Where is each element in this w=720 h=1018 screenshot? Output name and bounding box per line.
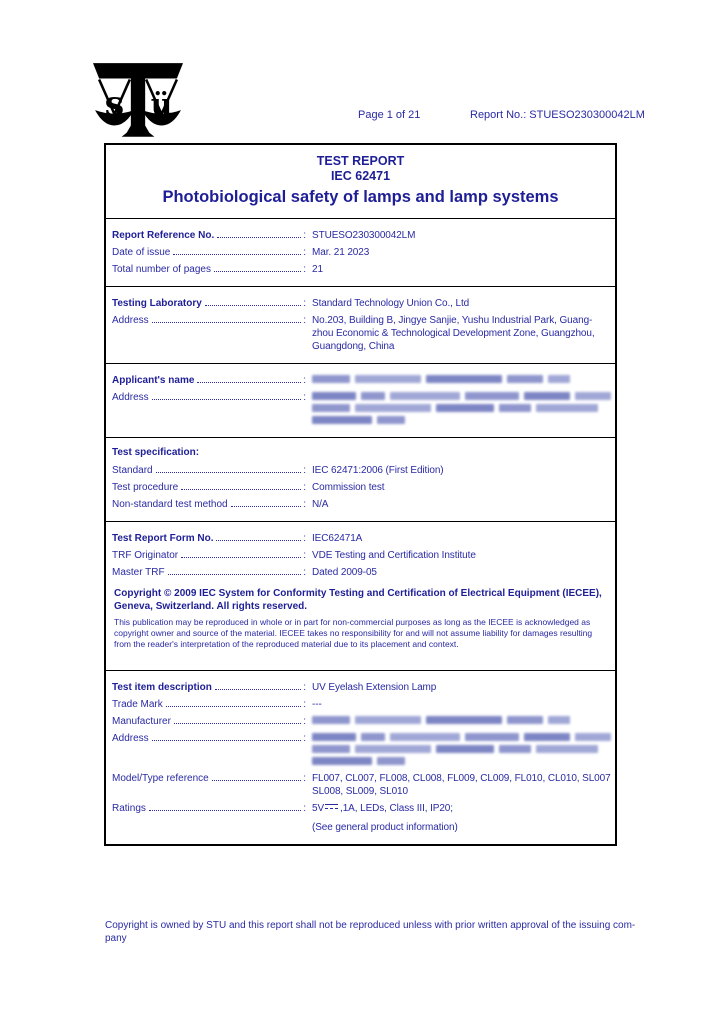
dot-leader: [168, 574, 302, 575]
redacted-value: [312, 715, 609, 727]
dot-leader: [156, 472, 302, 473]
field-label: Testing Laboratory: [112, 298, 202, 309]
field-label: Total number of pages: [112, 264, 211, 275]
section-applicant: [106, 363, 615, 437]
field-value: STUESO230300042LM: [312, 230, 416, 241]
page-footer: Copyright is owned by STU and this report shall not be reproduced unless with prior written approval of the issuing com- pany: [105, 920, 636, 944]
field-value: Mar. 21 2023: [312, 247, 370, 258]
title-block: [106, 145, 615, 218]
field-value: 21: [312, 264, 323, 275]
dot-leader: [181, 489, 301, 490]
stu-logo-graphic: [86, 58, 190, 148]
report-number: Report No.: STUESO230300042LM: [470, 109, 645, 121]
field-value: IEC 62471:2006 (First Edition): [312, 465, 444, 476]
field-label: Address: [112, 392, 149, 403]
field-value: VDE Testing and Certification Institute: [312, 550, 476, 561]
redacted-value: [312, 391, 616, 427]
iecee-copyright-fine-print: This publication may be reproduced in whole or in part for non-commercial purposes as long as the IECEE is acknowledged as copyright owner and source of the material. IECEE takes no responsibility for and will not assume liability for damages resulting from the reader's interpretation of the reproduced material due to its placement and context.: [114, 617, 593, 649]
field-value: UV Eyelash Extension Lamp: [312, 682, 437, 693]
report-table: [104, 143, 617, 846]
dot-leader: [217, 237, 301, 238]
field-value: Standard Technology Union Co., Ltd: [312, 298, 470, 309]
field-label: Address: [112, 315, 149, 326]
dot-leader: [216, 540, 301, 541]
field-manufacturer: Manufacturer :: [112, 715, 609, 728]
field-non-standard-method: Non-standard test method : N/A: [112, 498, 609, 511]
dot-leader: [231, 506, 302, 507]
field-label: Ratings: [112, 803, 146, 814]
section-report-info: [106, 218, 615, 286]
field-standard: Standard : IEC 62471:2006 (First Edition): [112, 464, 609, 477]
field-label: Trade Mark: [112, 699, 163, 710]
field-value: [312, 802, 609, 834]
field-label: Report Reference No.: [112, 230, 215, 241]
field-label: Test item description: [112, 682, 212, 693]
redacted-value: [312, 374, 609, 386]
dot-leader: [197, 382, 301, 383]
redacted-text-line: [312, 744, 616, 756]
dot-leader: [214, 271, 301, 272]
redacted-text-line: [312, 403, 616, 415]
field-value: FL007, CL007, FL008, CL008, FL009, CL009, FL010, CL010, SL007 SL008, SL009, SL010: [312, 773, 611, 797]
field-report-reference-no: Report Reference No. : STUESO230300042LM: [112, 229, 609, 242]
dot-leader: [152, 740, 302, 741]
field-applicant-address: Address :: [112, 391, 609, 427]
dot-leader: [212, 780, 302, 781]
title-subject: Photobiological safety of lamps and lamp systems: [162, 188, 559, 206]
field-total-pages: Total number of pages : 21: [112, 263, 609, 276]
field-value: IEC62471A: [312, 533, 363, 544]
redacted-text-line: [312, 391, 616, 403]
field-label: Master TRF: [112, 567, 165, 578]
title-test-report: TEST REPORT: [316, 154, 405, 168]
field-testing-laboratory: Testing Laboratory : Standard Technology Union Co., Ltd: [112, 297, 609, 310]
ratings-line: 5V ,1A, LEDs, Class III, IP20;: [312, 803, 453, 814]
field-model-type-reference: Model/Type reference : FL007, CL007, FL008, CL008, FL009, CL009, FL010, CL010, SL007 SL008, SL009, SL010: [112, 773, 611, 797]
field-value: N/A: [312, 499, 329, 510]
dot-leader: [205, 305, 301, 306]
stu-logo: [86, 58, 190, 148]
field-manufacturer-address: Address :: [112, 732, 609, 768]
ratings-note: (See general product information): [312, 822, 458, 833]
field-ratings: Ratings : 5V ,1A, LEDs, Class III, IP20; (See general product information): [112, 802, 609, 834]
logo-letter-u-umlaut: ü: [150, 86, 173, 122]
section-testing-laboratory: [106, 286, 615, 363]
field-label: Date of issue: [112, 247, 171, 258]
field-applicant-name: Applicant's name :: [112, 374, 609, 387]
dot-leader: [181, 557, 301, 558]
field-date-of-issue: Date of issue : Mar. 21 2023: [112, 246, 609, 259]
field-label: Test Report Form No.: [112, 533, 214, 544]
field-label: Applicant's name: [112, 375, 195, 386]
field-test-item-description: Test item description : UV Eyelash Extension Lamp: [112, 681, 609, 694]
dot-leader: [174, 723, 301, 724]
field-label: Manufacturer: [112, 716, 171, 727]
dot-leader: [152, 399, 302, 400]
redacted-value: [312, 732, 616, 768]
page-number: Page 1 of 21: [358, 109, 421, 121]
field-value: ---: [312, 699, 322, 710]
dot-leader: [152, 322, 302, 323]
title-standard: IEC 62471: [330, 169, 391, 183]
section-trf: [106, 521, 615, 670]
field-label: Non-standard test method: [112, 499, 228, 510]
field-label: Standard: [112, 465, 153, 476]
redacted-text-line: [312, 415, 616, 427]
dot-leader: [215, 689, 301, 690]
field-value: Dated 2009-05: [312, 567, 377, 578]
logo-letter-s: s: [104, 83, 125, 125]
field-trf-originator: TRF Originator : VDE Testing and Certification Institute: [112, 549, 609, 562]
test-specification-heading: Test specification:: [112, 447, 200, 458]
redacted-text-line: [312, 715, 609, 727]
section-test-specification: [106, 437, 615, 521]
redacted-text-line: [312, 756, 616, 768]
section-test-item: [106, 670, 615, 844]
field-value: Commission test: [312, 482, 385, 493]
field-master-trf: Master TRF : Dated 2009-05: [112, 566, 609, 579]
dot-leader: [166, 706, 301, 707]
field-test-report-form-no: Test Report Form No. : IEC62471A: [112, 532, 609, 545]
field-lab-address: Address : No.203, Building B, Jingye Sanjie, Yushu Industrial Park, Guang- zhou Economic & Technological Development Zone, Guangzhou, Guangdong, China: [112, 314, 609, 353]
field-value: No.203, Building B, Jingye Sanjie, Yushu Industrial Park, Guang- zhou Economic & Technological Development Zone, Guangzhou, Guangdong, China: [312, 315, 595, 352]
dc-current-icon: [325, 803, 338, 811]
redacted-text-line: [312, 374, 609, 386]
field-label: Address: [112, 733, 149, 744]
field-test-procedure: Test procedure : Commission test: [112, 481, 609, 494]
dot-leader: [149, 810, 301, 811]
iecee-copyright-notice: Copyright © 2009 IEC System for Conformity Testing and Certification of Electrical Equipment (IECEE), Geneva, Switzerland. All rights reserved.: [114, 588, 602, 612]
field-label: Test procedure: [112, 482, 179, 493]
field-label: TRF Originator: [112, 550, 179, 561]
dot-leader: [173, 254, 301, 255]
field-trade-mark: Trade Mark : ---: [112, 698, 609, 711]
field-label: Model/Type reference: [112, 773, 209, 784]
redacted-text-line: [312, 732, 616, 744]
